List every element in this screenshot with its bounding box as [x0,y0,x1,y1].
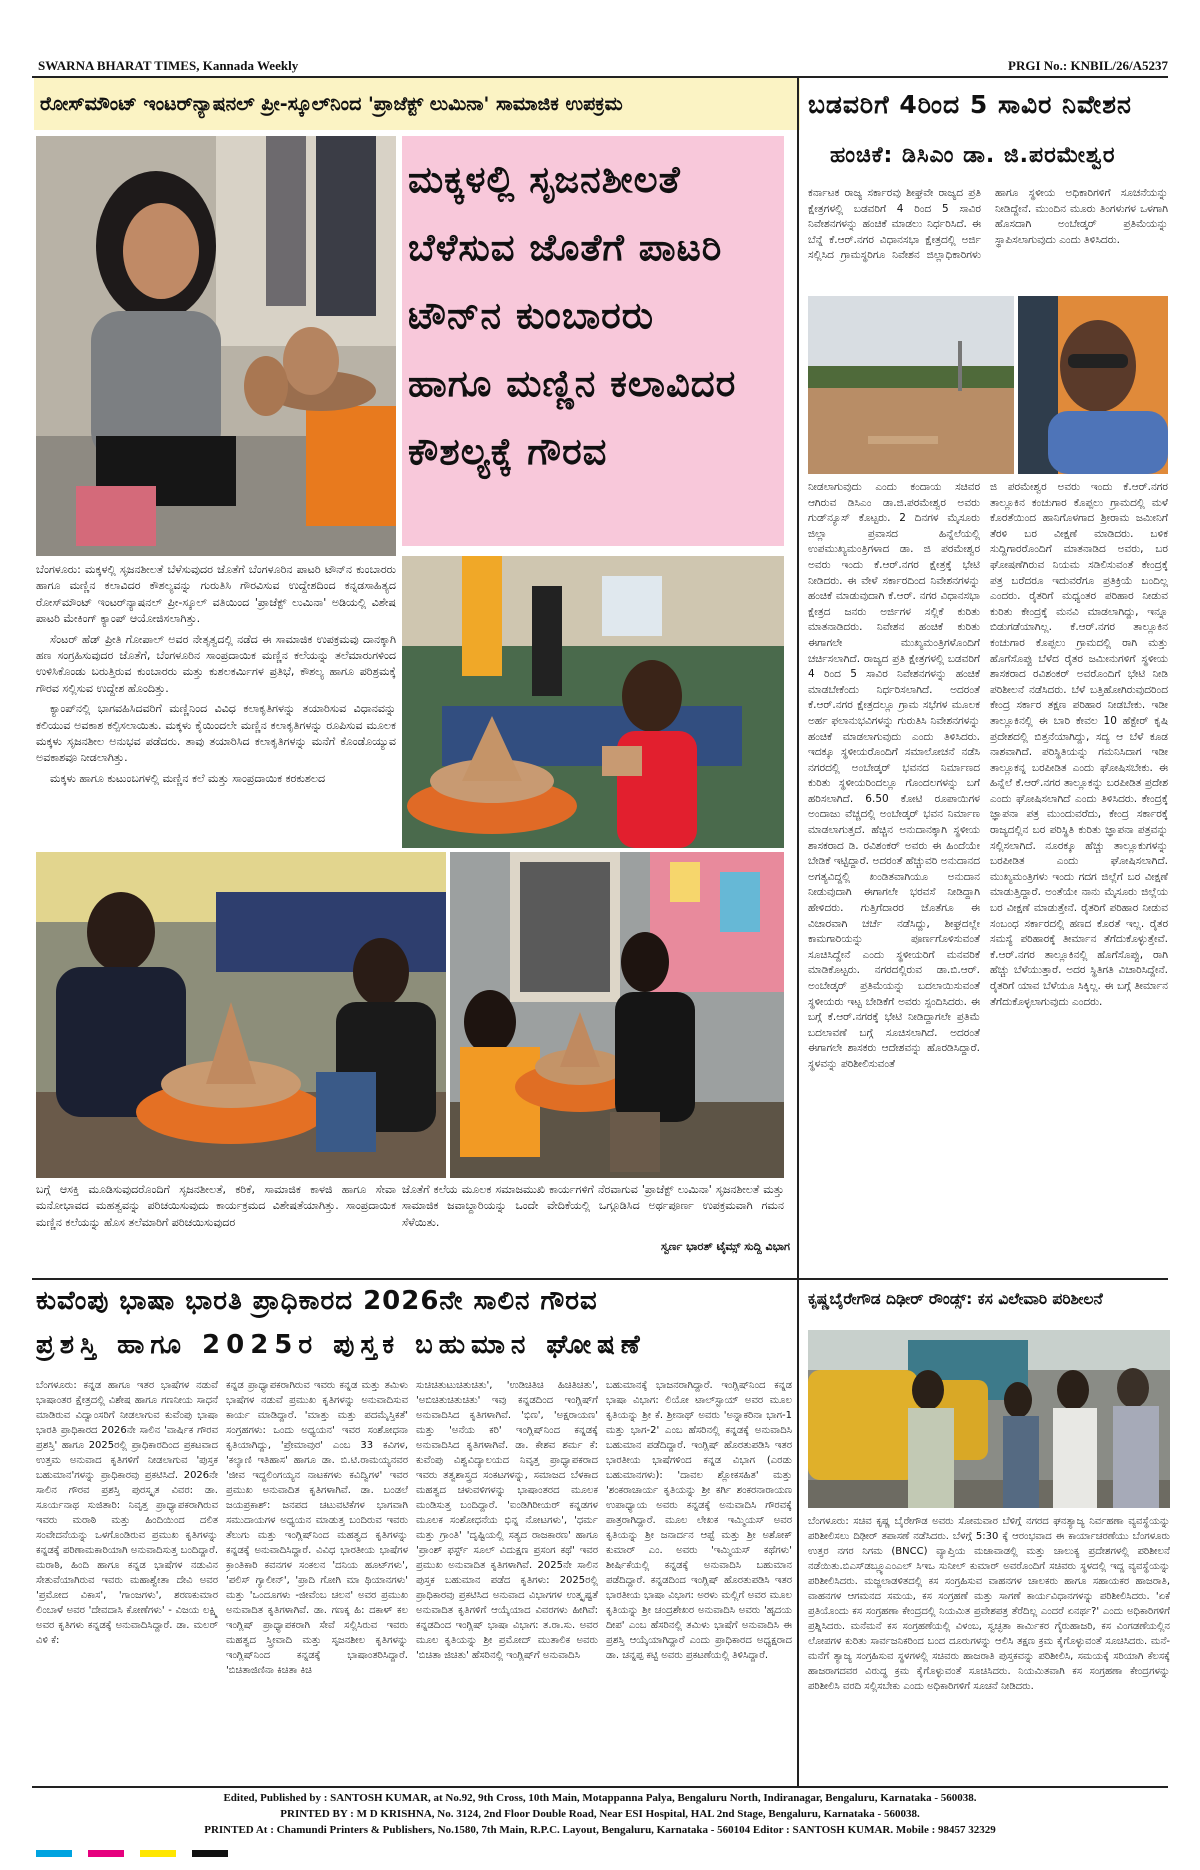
lead-body-bottom-right: ಜೊತೆಗೆ ಕಲೆಯ ಮೂಲಕ ಸಮಾಜಮುಖಿ ಕಾರ್ಯಗಳಿಗೆ ನೆರವಾಗುವ 'ಪ್ರಾಜೆಕ್ಟ್ ಲುಮಿನಾ' ಸೃಜನಶೀಲತೆ ಮತ್ತು ಸಾಮಾಜಿಕ ಜವಾಬ್ದಾರಿಯನ್ನು ಒಂದೇ ವೇದಿಕೆಯಲ್ಲಿ ಒಗ್ಗೂಡಿಸಿದ ಅರ್ಥಪೂರ್ಣ ಉಪಕ್ರಮವಾಗಿ ಗಮನ ಸೆಳೆಯಿತು. [402,1183,784,1229]
lead-photo-potter-woman [36,136,396,556]
lead-paragraph: ಸೆಂಟರ್ ಹೆಡ್ ಪ್ರೀತಿ ಗೋಪಾಲ್ ಅವರ ನೇತೃತ್ವದಲ್ಲಿ ನಡೆದ ಈ ಸಾಮಾಜಿಕ ಉಪಕ್ರಮವು ದಾನಕ್ಕಾಗಿ ಹಣ ಸಂಗ್ರಹಿಸುವುದರ ಜೊತೆಗೆ, ಬೆಂಗಳೂರಿನ ಸಾಂಪ್ರದಾಯಿಕ ಮಣ್ಣಿನ ಕಲೆಯನ್ನು ತಲೆಮಾರುಗಳಿಂದ ಉಳಿಸಿಕೊಂಡು ಬರುತ್ತಿರುವ ಕುಂಬಾರರು ಮತ್ತು ಕುಶಲಕರ್ಮಿಗಳ ಪ್ರತಿಭೆ, ಕೌಶಲ್ಯ ಹಾಗೂ ಪರಿಶ್ರಮಕ್ಕೆ ಗೌರವ ಸಲ್ಲಿಸುವ ಉದ್ದೇಶ ಹೊಂದಿತ್ತು. [36,632,396,695]
book-award-col2: ಕನ್ನಡ ಪ್ರಾಧ್ಯಾಪಕರಾಗಿರುವ ಇವರು ಕನ್ನಡ ಮತ್ತು ತಮಿಳು ಭಾಷೆಗಳ ನಡುವೆ ಪ್ರಮುಖ ಕೃತಿಗಳನ್ನು ಅನುವಾದಿಸುವ ಕಾರ್ಯ ಮಾಡಿದ್ದಾರೆ. 'ಮಾತ್ತು ಮತ್ತು ಪದಮೈಸ್ತಿಕತೆ' ಸಂಗ್ರಹಗಳು: ಒಂದು ಅಧ್ಯಯನ' ಇವರ ಸಂಶೋಧನಾ ಕೃತಿಯಾಗಿದ್ದು, 'ಪ್ರೇಮಾವುರ' ಎಂಬ 33 ಕವಿಗಳ, 'ಕಲ್ಯಾಣಿ ಇತಿಹಾಸ' ಹಾಗೂ ಡಾ. ಬಿ.ಟಿ.ರಾಮಯ್ಯನವರ 'ಜೀವ ಇದ್ದಲಿಂಗಯ್ಯನ ನಾಟಕಗಳು ಕವಿದ್ವಿಗಳ' ಇವರ ಪ್ರಮುಖ ಅನುವಾದಿತ ಕೃತಿಗಳಾಗಿವೆ. ಡಾ. ಬಂಡಲೆ ಜಯಪ್ರಕಾಶ್: ಜನಪದ ಚಟುವಟಿಕೆಗಳ ಭಾಗವಾಗಿ ಸಮುದಾಯಗಳ ಅಧ್ಯಯನ ಮಾಡುತ್ತ ಬಂದಿರುವ ಇವರು ತೆಲುಗು ಮತ್ತು ಇಂಗ್ಲಿಷ್‌ನಿಂದ ಮಹತ್ವದ ಕೃತಿಗಳನ್ನು ಕನ್ನಡಕ್ಕೆ ಅನುವಾದಿಸಿದ್ದಾರೆ. ವಿವಿಧ ಭಾರತೀಯ ಭಾಷೆಗಳ ಕ್ರಾಂತಿಕಾರಿ ಕವನಗಳ ಸಂಕಲನ 'ದನಿಯ ಹೂಟ್‌ಗಳು', 'ಪಲಿಸ್ ಗ್ಯಾಲೀನ್', 'ಪ್ರಾದಿ ಗೋಗಿ ಮಾ ಥಿಯಾನಗಳು' ಮತ್ತು 'ಒಂದೂಗಳು -ಜೀವೆಂಬ ಚಲನ' ಅವರ ಪ್ರಮುಖ ಅನುವಾದಿತ ಕೃತಿಗಳಾಗಿವೆ. ಡಾ. ಗಣಕ್ಕ ಹಿ: ದಕಾಳ್ ಕಲ ಇಂಗ್ಲಿಷ್ ಪ್ರಾಧ್ಯಾಪಕರಾಗಿ ಸೇವೆ ಸಲ್ಲಿಸಿರುವ ಇವರು ಮಹತ್ವದ ಸ್ತ್ರೀವಾದಿ ಮತ್ತು ಸೃಜನಶೀಲ ಕೃತಿಗಳನ್ನು ಇಂಗ್ಲಿಷ್‌ನಿಂದ ಕನ್ನಡಕ್ಕೆ ಭಾಷಾಂತರಿಸಿದ್ದಾರೆ. 'ಬಿಚಿತಾಜಿಣಿನಾ ಕಿಚಿತಾ ಕಿಚಿ [226,1380,408,1676]
lead-headline-line: ಟೌನ್‌ನ ಕುಂಬಾರರು [408,294,655,337]
lead-kicker: ರೋಸ್‌ಮೌಂಟ್ ಇಂಟರ್‌ನ್ಯಾಷನಲ್ ಪ್ರೀ-ಸ್ಕೂಲ್‌ನಿಂದ 'ಪ್ರಾಜೆಕ್ಟ್ ಲುಮಿನಾ' ಸಾಮಾಜಿಕ ಉಪಕ್ರಮ [34,78,800,130]
waste-body: ಬೆಂಗಳೂರು: ಸಚಿವ ಕೃಷ್ಣ ಬೈರೇಗೌಡ ಅವರು ಸೋಮವಾರ ಬೆಳಿಗ್ಗೆ ನಗರದ ಘನತ್ಯಾಜ್ಯ ನಿರ್ವಹಣಾ ವ್ಯವಸ್ಥೆಯನ್ನು ಪರಿಶೀಲಿಸಲು ದಿಢೀರ್ ತಪಾಸಣೆ ನಡೆಸಿದರು. ಬೆಳಗ್ಗೆ 5:30 ಕ್ಕೆ ಆರಂಭವಾದ ಈ ಕಾರ್ಯಾಚರಣೆಯು ಬೆಂಗಳೂರು ಉತ್ತರ ನಗರ ನಿಗಮ (BNCC) ವ್ಯಾಪ್ತಿಯ ಮಜಾವಾಡಲ್ಲಿ ಮತ್ತು ಚಾಲುಕ್ಯ ಪ್ರದೇಶಗಳಲ್ಲಿ ಪರಿಶೀಲನೆ ನಡೆಯಿತು.ಬಿಎಸ್‌ಡಬ್ಲ್ಯೂಎಂಎಲ್ ಸಿಇಒ ಸುನೀಲ್ ಕುಮಾರ್ ಅವರೊಂದಿಗೆ ಸಚಿವರು ಸ್ಥಳದಲ್ಲಿ ಇದ್ದ ವ್ಯವಸ್ಥೆಯನ್ನು ಪರಿಶೀಲಿಸಿದರು. ಮಜ್ಜಲಾಡಳಿತದಲ್ಲಿ ಕಸ ಸಂಗ್ರಹಿಸುವ ವಾಹನಗಳ ಚಾಲಕರು ಹಾಗೂ ಸಹಾಯಕರ ಹಾಜರಾತಿ, ವಾಹನಗಳ ಆಗಮನದ ಸಮಯ, ಕಸ ಸಂಗ್ರಹಣೆ ಮತ್ತು ಸಾಗಣೆ ಕಾರ್ಯವಿಧಾನಗಳನ್ನು ಪರಿಶೀಲಿಸಿದರು. 'ಏಕೆ ಪ್ರತಿಯೊಂದು ಕಸ ಸಂಗ್ರಹಣಾ ಕೇಂದ್ರದಲ್ಲಿ ನಿಯಮಿತ ಪ್ರವೇಶಪತ್ರ ತೆರೆದಿಲ್ಲ ಎಂದರೆ ಏನರ್ಥ?' ಎಂದು ಅಧಿಕಾರಿಗಳಿಗೆ ಪ್ರಶ್ನಿಸಿದರು. ಮನೆಮನೆ ಕಸ ಸಂಗ್ರಹಣೆಯಲ್ಲಿ ವಿಳಂಬ, ಸ್ವಚ್ಛತಾ ಕಾರ್ಮಿಕರ ಗೈರುಹಾಜರಿ, ಕಸ ವಿಂಗಡಣೆಯಲ್ಲಿನ ಲೋಪಗಳ ಕುರಿತು ಸಾರ್ವಜನಿಕರಿಂದ ಬಂದ ದೂರುಗಳನ್ನು ಆಲಿಸಿ ತಕ್ಷಣ ಕ್ರಮ ಕೈಗೊಳ್ಳುವಂತೆ ಸೂಚಿಸಿದರು. ಮನೆ-ಮನೆಗೆ ತ್ಯಾಜ್ಯ ಸಂಗ್ರಹಿಸುವ ಸ್ಥಳಗಳಲ್ಲಿ ಸಚಿವರು ಹಾಜರಾತಿ ಪುಸ್ತಕವನ್ನು ಪರಿಶೀಲಿಸಿ, ಸಮಯಕ್ಕೆ ಸರಿಯಾಗಿ ಕೆಲಸಕ್ಕೆ ಹಾಜರಾಗದವರ ವಿರುದ್ಧ ಕ್ರಮ ಕೈಗೊಳ್ಳುವಂತೆ ಸೂಚಿಸಿದರು. ನಿಯಮಿತವಾಗಿ ಕಸ ಸಂಗ್ರಹಣಾ ಕೇಂದ್ರಗಳನ್ನು ಪರಿಶೀಲಿಸಿ ವರದಿ ಸಲ್ಲಿಸಬೇಕು ಎಂದು ಅಧಿಕಾರಿಗಳಿಗೆ ಸೂಚನೆ ನೀಡಿದರು. [808,1516,1170,1692]
right-headline-1: ಬಡವರಿಗೆ 4ರಿಂದ 5 ಸಾವಿರ ನಿವೇಶನ [808,90,1132,119]
footer-rule [32,1786,1168,1788]
photo-man-and-girl-wheel [36,852,446,1178]
book-award-col4: ಬಹುಮಾನಕ್ಕೆ ಭಾಜನರಾಗಿದ್ದಾರೆ. ಇಂಗ್ಲಿಷ್‌ನಿಂದ ಕನ್ನಡ ಭಾಷಾ ವಿಭಾಗ: ಲಿಯೋ ಟಾಲ್‌ಸ್ಟಾಯ್ ಅವರ ಮೂಲ ಕೃತಿಯನ್ನು ಶ್ರೀ ಕೆ. ಶ್ರೀನಾಥ್ ಅವರು 'ಅನ್ನಾಕರಿನಾ ಭಾಗ-1 ಮತ್ತು ಭಾಗ-2' ಎಂಬ ಹೆಸರಿನಲ್ಲಿ ಕನ್ನಡಕ್ಕೆ ಅನುವಾದಿಸಿ ಬಹುಮಾನ ಪಡೆದಿದ್ದಾರೆ. ಇಂಗ್ಲಿಷ್ ಹೊರತುಪಡಿಸಿ ಇತರ ಭಾರತೀಯ ಭಾಷೆಗಳಿಂದ ಕನ್ನಡ ವಿಭಾಗ (ಎರಡು ಬಹುಮಾನಗಳು): 'ದಾವಲ ಶ್ಲೋಕಸಹಿತ' ಮತ್ತು 'ಶಂಕರಾಚಾರ್ಯ ಕೃತಿಯನ್ನು ಶ್ರೀ ಕರ್ಗಿ ಶಂಕರನಾರಾಯಣ ಉಪಾಧ್ಯಾಯ ಅವರು ಕನ್ನಡಕ್ಕೆ ಅನುವಾದಿಸಿ ಗೌರವಕ್ಕೆ ಪಾತ್ರರಾಗಿದ್ದಾರೆ. ಮೂಲ ಲೇಖಕ ಇಮ್ಮಿಯಸ್ ಅವರ ಕೃತಿಯನ್ನು ಶ್ರೀ ಜನಾರ್ದನ ಆಪ್ಟೆ ಮತ್ತು ಶ್ರೀ ಅಶೋಕ್ ಕುಮಾರ್ ಎಂ. ಅವರು 'ಇಮ್ಮಿಯಸ್ ಕಥೆಗಳು' ಶೀರ್ಷಿಕೆಯಲ್ಲಿ ಕನ್ನಡಕ್ಕೆ ಅನುವಾದಿಸಿ ಬಹುಮಾನ ಪಡೆದಿದ್ದಾರೆ. ಕನ್ನಡದಿಂದ ಇಂಗ್ಲಿಷ್ ಹೊರತುಪಡಿಸಿ ಇತರ ಭಾರತೀಯ ಭಾಷಾ ವಿಭಾಗ: ಅರಳು ಮಲ್ಲಿಗೆ ಅವರ ಮೂಲ ಕೃತಿಯನ್ನು ಶ್ರೀ ಚಂದ್ರಶೇಖರ ಅನುವಾದಿಸಿ ಅವರು 'ಹೃದಯ ದೀಪ' ಎಂಬ ಹೆಸರಿನಲ್ಲಿ ತಮಿಳು ಭಾಷೆಗೆ ಅನುವಾದಿಸಿ ಈ ಪ್ರಶಸ್ತಿ ಆಯ್ಕೆಯಾಗಿದ್ದಾರೆ ಎಂದು ಪ್ರಾಧಿಕಾರದ ಅಧ್ಯಕ್ಷರಾದ ಡಾ. ಚನ್ನಪ್ಪ ಕಟ್ಟಿ ಅವರು ಪ್ರಕಟಣೆಯಲ್ಲಿ ತಿಳಿಸಿದ್ದಾರೆ. [606,1380,792,1661]
book-award-col3: ಸುಚಿಚಿತುಟುಚಿತುಚಿತು', 'ಉಡಿಚಿತಿಚಿ ಹಿಚಿತಿಚಿತು', 'ಅಬಿಚಿತುಚಿತುಚಿತು' ಇವು ಕನ್ನಡದಿಂದ ಇಂಗ್ಲಿಷ್‌ಗೆ ಅನುವಾದಿಸಿದ ಕೃತಿಗಳಾಗಿವೆ. 'ಭಿಣ', 'ಅಕ್ಷರಾಯಣ' ಮತ್ತು 'ಅನೆಯ ಕರಿ' ಇಂಗ್ಲಿಷ್‌ನಿಂದ ಕನ್ನಡಕ್ಕೆ ಅನುವಾದಿಸಿದ ಕೃತಿಗಳಾಗಿವೆ. ಡಾ. ಕೇಶವ ಶರ್ಮ ಕೆ: ಕುವೆಂಪು ವಿಶ್ವವಿದ್ಯಾಲಯದ ನಿವೃತ್ತ ಪ್ರಾಧ್ಯಾಪಕರಾದ ಇವರು ತತ್ವಶಾಸ್ತ್ರದ ಸಂಕಟಗಳನ್ನು, ಸಮಾಜದ ಬೆಳಕಾದ ಮಹತ್ವದ ಚಳುವಳಿಗಳನ್ನು ಭಾಷಾಂತರದ ಮೂಲಕ ಮಂಡಿಸುತ್ತ ಬಂದಿದ್ದಾರೆ. 'ಐಂಡಿಗಿರೀಯರ್ ಕನ್ನಡಗಳ ಮೂಲಕ ಸಂಶೋಧನೆಯ ಭಿನ್ನ ನೋಟಗಳು', 'ಧರ್ಮ ಮತ್ತು ಗ್ರಾಂತಿ' 'ದೃಷ್ಟಿಯಲ್ಲಿ ಸತ್ಯದ ರಾಜಕಾರಣ' ಹಾಗೂ 'ಪ್ರಾಂಶ್ ಫರ್ಸ್ಟ್ ಸೂಲ್ ವಿದುಕ್ಷಣ ಪ್ರಸಂಗ ಕಥೆ' ಇವರ ಪ್ರಮುಖ ಅನುವಾದಿತ ಕೃತಿಗಳಾಗಿವೆ. 2025ನೇ ಸಾಲಿನ ಪುಸ್ತಕ ಬಹುಮಾನ ಪಡೆದ ಕೃತಿಗಳು: 2025ರಲ್ಲಿ ಪ್ರಾಧಿಕಾರವು ಪ್ರಕಟಿಸಿದ ಅನುವಾದ ವಿಭಾಗಗಳ ಉತ್ಕೃಷ್ಟತೆ ಅನುವಾದಿತ ಕೃತಿಗಳಿಗೆ ಆಯ್ಕೆಯಾದ ವಿವರಗಳು ಹೀಗಿವೆ: ಕನ್ನಡದಿಂದ ಇಂಗ್ಲಿಷ್ ಭಾಷಾ ವಿಭಾಗ: ತ.ರಾ.ಸು. ಅವರ ಮೂಲ ಕೃತಿಯನ್ನು ಶ್ರೀ ಪ್ರಮೋದ್ ಮುತಾಲಿಕ ಅವರು 'ಬಿಚಿತಾ ಜಿಚಿತು' ಹೆಸರಿನಲ್ಲಿ ಇಂಗ್ಲಿಷ್‌ಗೆ ಅನುವಾದಿಸಿ [416,1380,598,1661]
photo-minister-waste-inspection [808,1330,1170,1508]
section-divider [32,1278,1168,1280]
right-body-col-a: ನೀಡಲಾಗುವುದು ಎಂದು ಕಂದಾಯ ಸಚಿವರ ಆಗಿರುವ ಡಿಸಿಎಂ ಡಾ.ಜಿ.ಪರಮೇಶ್ವರ ಅವರು ಗುಡ್‌ನ್ಯೂಸ್ ಕೊಟ್ಟರು. 2 ದಿನಗಳ ಮೈಸೂರು ಜಿಲ್ಲಾ ಪ್ರವಾಸದ ಹಿನ್ನೆಲೆಯಲ್ಲಿ ಉಪಮುಖ್ಯಮಂತ್ರಿಗಳಾದ ಡಾ. ಜಿ ಪರಮೇಶ್ವರ ಅವರು ಇಂದು ಕೆ.ಆರ್.ನಗರ ಕ್ಷೇತ್ರಕ್ಕೆ ಭೇಟಿ ನೀಡಿದರು. ಈ ವೇಳೆ ಸರ್ಕಾರದಿಂದ ನಿವೇಶನಗಳನ್ನು ಹಂಚಿಕೆ ಮಾಡುವುದಾಗಿ ಕೆ.ಆರ್. ನಗರ ವಿಧಾನಸಭಾ ಕ್ಷೇತ್ರದ ಜನರು ಅರ್ಜಿಗಳ ಸಲ್ಲಿಕೆ ಕುರಿತು ಮಾತನಾಡಿದರು. ನಿವೇಶನ ಹಂಚಿಕೆ ಕುರಿತು ಈಗಾಗಲೇ ಮುಖ್ಯಮಂತ್ರಿಗಳೊಂದಿಗೆ ಚರ್ಚಿಸಲಾಗಿದೆ. ರಾಜ್ಯದ ಪ್ರತಿ ಕ್ಷೇತ್ರಗಳಲ್ಲಿ ಬಡವರಿಗೆ 4 ರಿಂದ 5 ಸಾವಿರ ನಿವೇಶನಗಳನ್ನು ಹಂಚಿಕೆ ಮಾಡಬೇಕೆಂದು ನಿರ್ಧರಿಸಲಾಗಿದೆ. ಅದರಂತೆ ಕೆ.ಆರ್.ನಗರ ಕ್ಷೇತ್ರದಲ್ಲೂ ಗ್ರಾಮ ಸಭೆಗಳ ಮೂಲಕ ಅರ್ಹ ಫಲಾನುಭವಿಗಳನ್ನು ಗುರುತಿಸಿ ನಿವೇಶನಗಳನ್ನು ಹಂಚಿಕೆ ಮಾಡಲಾಗುವುದು ಎಂದು ತಿಳಿಸಿದರು. ಇದಕ್ಕೂ ಸ್ಥಳೀಯರೊಂದಿಗೆ ಸಮಾಲೋಚನೆ ನಡೆಸಿ ನಗರದಲ್ಲಿ ಅಂಬೇಡ್ಕರ್ ಭವನದ ನಿರ್ಮಾಣದ ಕುರಿತು ಸ್ಥಳೀಯರಿಂದಲ್ಲೂ ಗೊಂದಲಗಳನ್ನು ಬಗೆ ಹರಿಸಲಾಗಿದೆ. 6.50 ಕೋಟಿ ರೂಪಾಯಿಗಳ ಅಂದಾಜು ವೆಚ್ಚದಲ್ಲಿ ಅಂಬೇಡ್ಕರ್ ಭವನ ನಿರ್ಮಾಣ ಮಾಡಲಾಗುತ್ತದೆ. ಹೆಚ್ಚಿನ ಅನುದಾನಕ್ಕಾಗಿ ಸ್ಥಳೀಯ ಶಾಸಕರಾದ ಡಿ. ರವಿಶಂಕರ್ ಅವರು ಈ ಹಿಂದೆಯೇ ಬೇಡಿಕೆ ಇಟ್ಟಿದ್ದಾರೆ. ಅದರಂತೆ ಹೆಚ್ಚುವರಿ ಅನುದಾನದ ಅಗತ್ಯವಿದ್ದಲ್ಲಿ ಖಂಡಿತವಾಗಿಯೂ ಅನುದಾನ ನೀಡುವುದಾಗಿ ಈಗಾಗಲೇ ಭರವಸೆ ನೀಡಿದ್ದಾಗಿ ಹೇಳಿದರು. ಗುತ್ತಿಗೆದಾರರ ಜೊತೆಗೂ ಈ ವಿಚಾರವಾಗಿ ಚರ್ಚೆ ನಡೆಸಿದ್ದು, ಶೀಘ್ರದಲ್ಲೇ ಕಾಮಗಾರಿಯನ್ನು ಪೂರ್ಣಗೊಳಿಸುವಂತೆ ಸೂಚಿಸಿದ್ದೇನೆ ಎಂದು ಸ್ಥಳೀಯರಿಗೆ ಮನವರಿಕೆ ಮಾಡಿಕೊಟ್ಟರು. ನಗರದಲ್ಲಿರುವ ಡಾ.ಬಿ.ಆರ್. ಅಂಬೇಡ್ಕರ್ ಪ್ರತಿಮೆಯನ್ನು ಬದಲಾಯಿಸುವಂತೆ ಸ್ಥಳೀಯರು ಇಟ್ಟ ಬೇಡಿಕೆಗೆ ಅವರು ಸ್ಪಂದಿಸಿದರು. ಈ ಬಗ್ಗೆ ಕೆ.ಆರ್.ನಗರಕ್ಕೆ ಭೇಟಿ ನೀಡಿದ್ದಾಗಲೇ ಪ್ರತಿಮೆ ಬದಲಾವಣೆ ಬಗ್ಗೆ ಸೂಚಿಸಲಾಗಿದೆ. ಅದರಂತೆ ಈಗಾಗಲೇ ಶಾಸಕರು ಆದೇಶವನ್ನು ಹೊರಡಿಸಿದ್ದಾರೆ. ಸ್ಥಳವನ್ನು ಪರಿಶೀಲಿಸುವಂತೆ [808,481,980,1070]
lead-headline [402,136,784,546]
lead-body-bottom-left: ಬಗ್ಗೆ ಆಸಕ್ತಿ ಮೂಡಿಸುವುದರೊಂದಿಗೆ ಸೃಜನಶೀಲತೆ, ಕರಿಕೆ, ಸಾಮಾಜಿಕ ಕಾಳಜಿ ಹಾಗೂ ಸೇವಾ ಮನೋಭಾವದ ಮಹತ್ವವನ್ನು ಪರಿಚಯಿಸುವುದು ಕಾರ್ಯಕ್ರಮದ ವಿಶೇಷತೆಯಾಗಿತ್ತು. ಸಾಂಪ್ರದಾಯಿಕ ಮಣ್ಣಿನ ಕಲೆಯನ್ನು ಹೊಸ ತಲೆಮಾರಿಗೆ ಪರಿಚಯಿಸುವುದರ [36,1183,396,1229]
right-headline-2: ಹಂಚಿಕೆ: ಡಿಸಿಎಂ ಡಾ. ಜಿ.ಪರಮೇಶ್ವರ [830,143,1116,168]
lead-headline-line: ಹಾಗೂ ಮಣ್ಣಿನ ಕಲಾವಿದರ [408,362,737,405]
book-award-headline-2: ಪ್ರಶಸ್ತಿ ಹಾಗೂ 2025ರ ಪುಸ್ತಕ ಬಹುಮಾನ ಘೋಷಣೆ [36,1330,646,1360]
color-bar-magenta [88,1850,124,1857]
right-body-top: ಕರ್ನಾಟಕ ರಾಜ್ಯ ಸರ್ಕಾರವು ಶೀಘ್ರವೇ ರಾಜ್ಯದ ಪ್ರತಿ ಕ್ಷೇತ್ರಗಳಲ್ಲಿ ಬಡವರಿಗೆ 4 ರಿಂದ 5 ಸಾವಿರ ನಿವೇಶನಗಳನ್ನು ಹಂಚಿಕೆ ಮಾಡಲು ನಿರ್ಧರಿಸಿದೆ. ಈ ಬೆನ್ನೆ ಕೆ.ಆರ್.ನಗರ ವಿಧಾನಸಭಾ ಕ್ಷೇತ್ರದಲ್ಲಿ ಅರ್ಜಿ ಸಲ್ಲಿಸಿದ ಗ್ರಾಮಸ್ಥರಿಗೂ ನಿವೇಶನ ಜಿಲ್ಲಾಧಿಕಾರಿಗಳು ಹಾಗೂ ಸ್ಥಳೀಯ ಅಧಿಕಾರಿಗಳಿಗೆ ಸೂಚನೆಯನ್ನು ನೀಡಿದ್ದೇನೆ. ಮುಂದಿನ ಮೂರು ತಿಂಗಳುಗಳ ಒಳಗಾಗಿ ಹೊಸದಾಗಿ ಅಂಬೇಡ್ಕರ್ ಪ್ರತಿಮೆಯನ್ನು ಸ್ಥಾಪಿಸಲಾಗುವುದು ಎಂದು ತಿಳಿಸಿದರು. [808,187,1168,262]
lead-paragraph: ಮಕ್ಕಳು ಹಾಗೂ ಕುಟುಂಬಗಳಲ್ಲಿ ಮಣ್ಣಿನ ಕಲೆ ಮತ್ತು ಸಾಂಪ್ರದಾಯಿಕ ಕರಕುಶಲದ [50,771,326,785]
photo-man-boy-wheel [450,852,784,1178]
column-divider [797,78,799,1788]
photo-girl-pottery-wheel [402,556,784,848]
footer-printer: PRINTED BY : M D KRISHNA, No. 3124, 2nd Floor Double Road, Near ESI Hospital, HAL 2nd Stage, Bengaluru, Karnataka - 560038. [280,1808,920,1820]
photo-dcm-parameshwara [1018,296,1168,474]
color-bar-cyan [36,1850,72,1857]
lead-paragraph: ಬೆಂಗಳೂರು: ಮಕ್ಕಳಲ್ಲಿ ಸೃಜನಶೀಲತೆ ಬೆಳೆಸುವುದರ ಜೊತೆಗೆ ಬೆಂಗಳೂರಿನ ಪಾಟರಿ ಟೌನ್‌ನ ಕುಂಬಾರರು ಹಾಗೂ ಮಣ್ಣಿನ ಕಲಾವಿದರ ಕೌಶಲ್ಯವನ್ನು ಗುರುತಿಸಿ ಗೌರವಿಸುವ ಉದ್ದೇಶದಿಂದ ಕನ್ನಡಸಾಹಿತ್ಯದ ರೋಸ್‌ಮೌಂಟ್ ಇಂಟರ್‌ನ್ಯಾಷನಲ್ ಪ್ರೀ-ಸ್ಕೂಲ್ ವತಿಯಿಂದ 'ಪ್ರಾಜೆಕ್ಟ್ ಲುಮಿನಾ' ಅಡಿಯಲ್ಲಿ ವಿಶೇಷ ಪಾಟರಿ ಮೇಕಿಂಗ್ ಕ್ಯಾಂಪ್ ಆಯೋಜಿಸಲಾಗಿತ್ತು. [36,563,396,626]
lead-credit: ಸ್ವರ್ಣ ಭಾರತ್ ಟೈಮ್ಸ್ ಸುದ್ದಿ ವಿಭಾಗ [661,1240,790,1253]
lead-headline-line: ಕೌಶಲ್ಯಕ್ಕೆ ಗೌರವ [408,430,608,473]
footer-press: PRINTED At : Chamundi Printers & Publishers, No.1580, 7th Main, R.P.C. Layout, Bengaluru, Karnataka - 560104 Editor : SANTOSH KUMAR. Mobile : 98457 32329 [204,1824,996,1836]
photo-open-land [808,296,1014,474]
lead-paragraph: ಕ್ಯಾಂಪ್‌ನಲ್ಲಿ ಭಾಗವಹಿಸಿದವರಿಗೆ ಮಣ್ಣಿನಿಂದ ವಿವಿಧ ಕಲಾಕೃತಿಗಳನ್ನು ತಯಾರಿಸುವ ವಿಧಾನವನ್ನು ಕಲಿಯುವ ಅವಕಾಶ ಕಲ್ಪಿಸಲಾಯಿತು. ಮಕ್ಕಳು ಕೈಯಿಂದಲೇ ಮಣ್ಣಿನ ಕಲಾಕೃತಿಗಳನ್ನು ರೂಪಿಸುವ ಮೂಲಕ ಮಕ್ಕಳು ಸೃಜನಶೀಲ ಅನುಭವ ಪಡೆದರು. ತಾವು ತಯಾರಿಸಿದ ಕಲಾಕೃತಿಗಳನ್ನು ಮನೆಗೆ ಕೊಂಡೊಯ್ಯುವ ಅವಕಾಶವೂ ನೀಡಲಾಗಿತ್ತು. [36,702,396,765]
book-award-col1: ಬೆಂಗಳೂರು: ಕನ್ನಡ ಹಾಗೂ ಇತರ ಭಾಷೆಗಳ ನಡುವೆ ಭಾಷಾಂತರ ಕ್ಷೇತ್ರದಲ್ಲಿ ವಿಶೇಷ ಹಾಗೂ ಗಣನೀಯ ಸಾಧನೆ ಮಾಡಿರುವ ವಿದ್ವಾಂಸರಿಗೆ ನೀಡಲಾಗುವ ಕುವೆಂಪು ಭಾಷಾ ಭಾರತಿ ಪ್ರಾಧಿಕಾರದ 2026ನೇ ಸಾಲಿನ 'ವಾರ್ಷಿಕ ಗೌರವ ಪ್ರಶಸ್ತಿ' ಹಾಗೂ 2025ರಲ್ಲಿ ಪ್ರಾಧಿಕಾರದಿಂದ ಪ್ರಕಟವಾದ ಉತ್ತಮ ಅನುವಾದ ಕೃತಿಗಳಿಗೆ ನೀಡಲಾಗುವ 'ಪುಸ್ತಕ ಬಹುಮಾನ'ಗಳನ್ನು ಪ್ರಾಧಿಕಾರವು ಪ್ರಕಟಿಸಿದೆ. 2026ನೇ ಸಾಲಿನ ಗೌರವ ಪ್ರಶಸ್ತಿ ಪುರಸ್ಕೃತ ವಿವರ: ಡಾ. ಸೂರ್ಯನಾಥ ಸುಜಿತಾರಿ: ನಿವೃತ್ತ ಪ್ರಾಧ್ಯಾಪಕರಾಗಿರುವ ಇವರು ಮರಾಠಿ ಮತ್ತು ಹಿಂದಿಯಿಂದ ದಲಿತ ಸಂವೇದನೆಯನ್ನು ಒಳಗೊಂಡಿರುವ ಪ್ರಮುಖ ಕೃತಿಗಳನ್ನು ಕನ್ನಡಕ್ಕೆ ಪರಿಣಾಮಕಾರಿಯಾಗಿ ಅನುವಾದಿಸುತ್ತ ಬಂದಿದ್ದಾರೆ. ಮರಾಠಿ, ಹಿಂದಿ ಹಾಗೂ ಕನ್ನಡ ಭಾಷೆಗಳ ನಡುವಿನ ಸೇತುವೆಯಾಗಿರುವ ಇವರು ಮಹಾಶ್ವೇತಾ ದೇವಿ ಅವರ 'ಪ್ರಮೋದ ವಿಕಾಸ', 'ಗಾಂಜಗಳು', ಶರಣಕುಮಾರ ಲಿಂಬಾಳೆ ಅವರ 'ದೇವದಾಸಿ ಕೋಣೆಗಳು' - ವಿಜಯ ಲಕ್ಷ್ಮಿ ಅವರ ಕೃತಿಗಳು ಕನ್ನಡಕ್ಕೆ ಅನುವಾದಿಸಿದ್ದಾರೆ. ಡಾ. ಮಲರ್ ವಿಳಿ ಕೆ: [36,1380,218,1646]
color-bar-yellow [140,1850,176,1857]
masthead-title: SWARNA BHARAT TIMES, Kannada Weekly [38,58,299,73]
lead-headline-line: ಮಕ್ಕಳಲ್ಲಿ ಸೃಜನಶೀಲತೆ [408,158,681,201]
waste-headline: ಕೃಷ್ಣಬೈರೇಗೌಡ ದಿಢೀರ್ ರೌಂಡ್ಸ್: ಕಸ ವಿಲೇವಾರಿ ಪರಿಶೀಲನೆ [808,1290,1103,1308]
right-body-col-b: ಜಿ ಪರಮೇಶ್ವರ ಅವರು ಇಂದು ಕೆ.ಆರ್.ನಗರ ತಾಲ್ಲೂಕಿನ ಕಂಚುಗಾರ ಕೊಪ್ಪಲು ಗ್ರಾಮದಲ್ಲಿ ಮಳೆ ಕೊರತೆಯಿಂದ ಹಾನಿಗೊಳಗಾದ ಶ್ರೀರಾಮ ಜಮೀನಿಗೆ ತೆರಳಿ ಬರ ವೀಕ್ಷಣೆ ಮಾಡಿದರು. ಬಳಿಕ ಸುದ್ದಿಗಾರರೊಂದಿಗೆ ಮಾತನಾಡಿದ ಅವರು, ಬರ ಘೋಷಣೆಗಿರುವ ನಿಯಮ ಸಡಿಲಿಸುವಂತೆ ಕೇಂದ್ರಕ್ಕೆ ಪತ್ರ ಬರೆದರೂ ಇದುವರೆಗೂ ಪ್ರತಿಕ್ರಿಯೆ ಬಂದಿಲ್ಲ ಎಂದರು. ರೈತರಿಗೆ ಮಧ್ಯಂತರ ಪರಿಹಾರ ನೀಡುವ ಕುರಿತು ಕೇಂದ್ರಕ್ಕೆ ಮನವಿ ಮಾಡಲಾಗಿದ್ದು, ಇನ್ನೂ ಬಿಡುಗಡೆಯಾಗಿಲ್ಲ. ಕೆ.ಆರ್.ನಗರ ತಾಲ್ಲೂಕಿನ ಕಂಚುಗಾರ ಕೊಪ್ಪಲು ಗ್ರಾಮದಲ್ಲಿ ರಾಗಿ ಮತ್ತು ಹೊಗೆಸೊಪ್ಪು ಬೆಳೆದ ರೈತರ ಜಮೀನುಗಳಿಗೆ ಸ್ಥಳೀಯ ಶಾಸಕರಾದ ರವಿಶಂಕರ್ ಅವರೊಂದಿಗೆ ಭೇಟಿ ನೀಡಿ ಪರಿಶೀಲನೆ ನಡೆಸಿದರು. ಬೆಳೆ ಬತ್ತಿಹೋಗಿರುವುದರಿಂದ ಕೇಂದ್ರ ಸರ್ಕಾರ ತಕ್ಷಣ ಪರಿಹಾರ ನೀಡಬೇಕು. ಇಡೀ ತಾಲ್ಲೂಕಿನಲ್ಲಿ ಈ ಬಾರಿ ಕೇವಲ 10 ಹೆಕ್ಟೇರ್ ಕೃಷಿ ಪ್ರದೇಶದಲ್ಲಿ ಬಿತ್ತನೆಯಾಗಿದ್ದು, ಸದ್ಯ ಆ ಬೆಳೆ ಕೂಡ ನಾಶವಾಗಿದೆ. ಪರಿಸ್ಥಿತಿಯನ್ನು ಗಮನಿಸಿದಾಗ ಇಡೀ ತಾಲ್ಲೂಕನ್ನ ಬರಪೀಡಿತ ಎಂದು ಘೋಷಿಸಬೇಕು. ಈ ಹಿನ್ನೆಲೆ ಕೆ.ಆರ್.ನಗರ ತಾಲ್ಲೂಕನ್ನು ಬರಪೀಡಿತ ಪ್ರದೇಶ ಎಂದು ಘೋಷಿಸಲಾಗಿದೆ ಎಂದು ತಿಳಿಸಿದರು. ಕೇಂದ್ರಕ್ಕೆ ಜ್ಞಾಪನಾ ಪತ್ರ ಮುಂದುವರೆದು, ಕೇಂದ್ರ ಸರ್ಕಾರಕ್ಕೆ ರಾಜ್ಯದಲ್ಲಿನ ಬರ ಪರಿಸ್ಥಿತಿ ಕುರಿತು ಜ್ಞಾಪನಾ ಪತ್ರವನ್ನು ಸಲ್ಲಿಸಲಾಗಿದೆ. ನೂರಕ್ಕೂ ಹೆಚ್ಚು ತಾಲ್ಲೂಕುಗಳನ್ನು ಬರಪೀಡಿತ ಎಂದು ಘೋಷಿಸಲಾಗಿದೆ. ಮುಖ್ಯಮಂತ್ರಿಗಳು ಇಂದು ಗದಗ ಜಿಲ್ಲೆಗೆ ಬರ ವೀಕ್ಷಣೆ ಮಾಡುತ್ತಿದ್ದಾರೆ. ಅಂತೆಯೇ ನಾನು ಮೈಸೂರು ಜಿಲ್ಲೆಯ ಬರ ವೀಕ್ಷಣೆ ಮಾಡುತ್ತೇನೆ. ರೈತರಿಗೆ ಪರಿಹಾರ ನೀಡುವ ಸಂಬಂಧ ಸರ್ಕಾರದಲ್ಲಿ ಹಣದ ಕೊರತೆ ಇಲ್ಲ. ರೈತರ ಸಮಸ್ಯೆ ಪರಿಹಾರಕ್ಕೆ ತೀರ್ಮಾನ ತೆಗೆದುಕೊಳ್ಳುತ್ತೇವೆ. ಕೆ.ಆರ್.ನಗರ ತಾಲ್ಲೂಕಿನಲ್ಲಿ ಹೊಗೆಸೊಪ್ಪು, ರಾಗಿ ಹೆಚ್ಚು ಬೆಳೆಯುತ್ತಾರೆ. ಅದರ ಸ್ಥಿತಿಗತಿ ವಿಚಾರಿಸಿದ್ದೇನೆ. ರೈತರಿಗೆ ಯಾವ ಬೆಳೆಯೂ ಸಿಕ್ಕಿಲ್ಲ. ಈ ಬಗ್ಗೆ ತೀರ್ಮಾನ ತೆಗೆದುಕೊಳ್ಳಲಾಗುವುದು ಎಂದರು. [990,481,1168,1008]
footer-editor: Edited, Published by : SANTOSH KUMAR, at No.92, 9th Cross, 10th Main, Motappanna Palya, Bengaluru North, Indiranagar, Bengaluru, Karnataka - 560038. [223,1792,977,1804]
book-award-headline-1: ಕುವೆಂಪು ಭಾಷಾ ಭಾರತಿ ಪ್ರಾಧಿಕಾರದ 2026ನೇ ಸಾಲಿನ ಗೌರವ [36,1286,598,1316]
masthead-prgi: PRGI No.: KNBIL/26/A5237 [1008,58,1168,73]
color-bar-black [192,1850,228,1857]
lead-body-col1 [36,562,396,852]
lead-headline-line: ಬೆಳೆಸುವ ಜೊತೆಗೆ ಪಾಟರಿ [408,226,723,269]
